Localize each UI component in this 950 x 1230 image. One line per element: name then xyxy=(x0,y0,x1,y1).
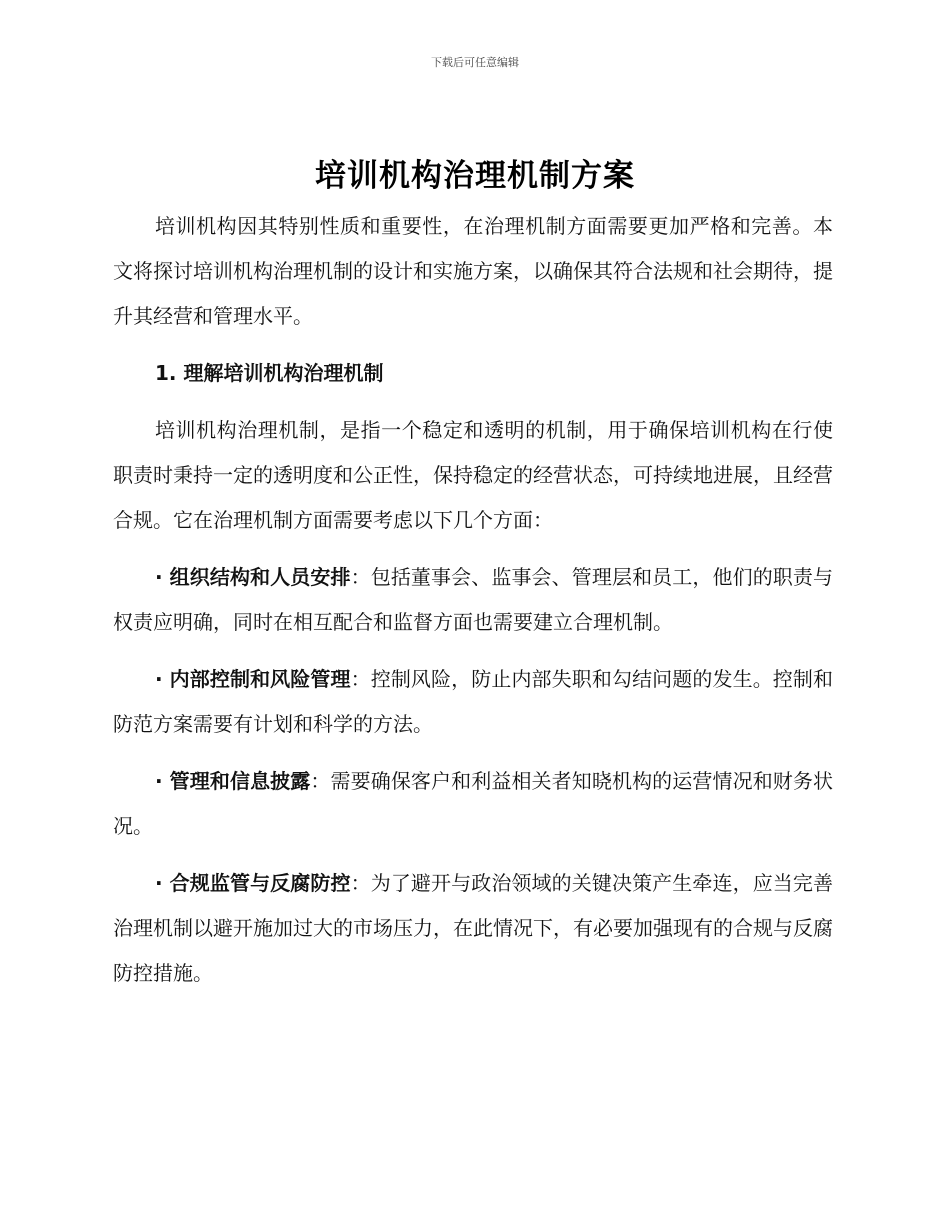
bullet-item xyxy=(113,555,833,645)
section-heading: 1. 理解培训机构治理机制 xyxy=(155,361,384,385)
bullet-term: · 内部控制和风险管理 xyxy=(155,667,351,691)
bullet-text: ：包括董事会、监事会、管理层和员工，他们的职责与权责应明确，同时在相互配合和监督方面也需要建立合理机制。 xyxy=(113,565,834,634)
intro-paragraph: 培训机构因其特别性质和重要性，在治理机制方面需要更加严格和完善。本文将探讨培训机构治理机制的设计和实施方案，以确保其符合法规和社会期待，提升其经营和管理水平。 xyxy=(113,214,833,328)
header-note: 下载后可任意编辑 xyxy=(431,56,519,69)
bullet-item xyxy=(113,657,833,747)
bullet-item xyxy=(113,861,833,996)
bullet-term: · 管理和信息披露 xyxy=(155,769,311,793)
bullet-item xyxy=(113,759,833,849)
section-paragraph: 培训机构治理机制，是指一个稳定和透明的机制，用于确保培训机构在行使职责时秉持一定的透明度和公正性，保持稳定的经营状态，可持续地进展，且经营合规。它在治理机制方面需要考虑以下几个方面： xyxy=(113,418,833,532)
bullet-term: · 组织结构和人员安排 xyxy=(155,565,351,589)
document-body xyxy=(113,204,833,996)
bullet-term: · 合规监管与反腐防控 xyxy=(155,871,351,895)
bullet-text: ：需要确保客户和利益相关者知晓机构的运营情况和财务状况。 xyxy=(113,769,834,838)
document-title: 培训机构治理机制方案 xyxy=(315,158,635,194)
bullet-text: ：为了避开与政治领域的关键决策产生牵连，应当完善治理机制以避开施加过大的市场压力，在此情况下，有必要加强现有的合规与反腐防控措施。 xyxy=(113,871,834,985)
bullet-text: ：控制风险，防止内部失职和勾结问题的发生。控制和防范方案需要有计划和科学的方法。 xyxy=(113,667,834,736)
